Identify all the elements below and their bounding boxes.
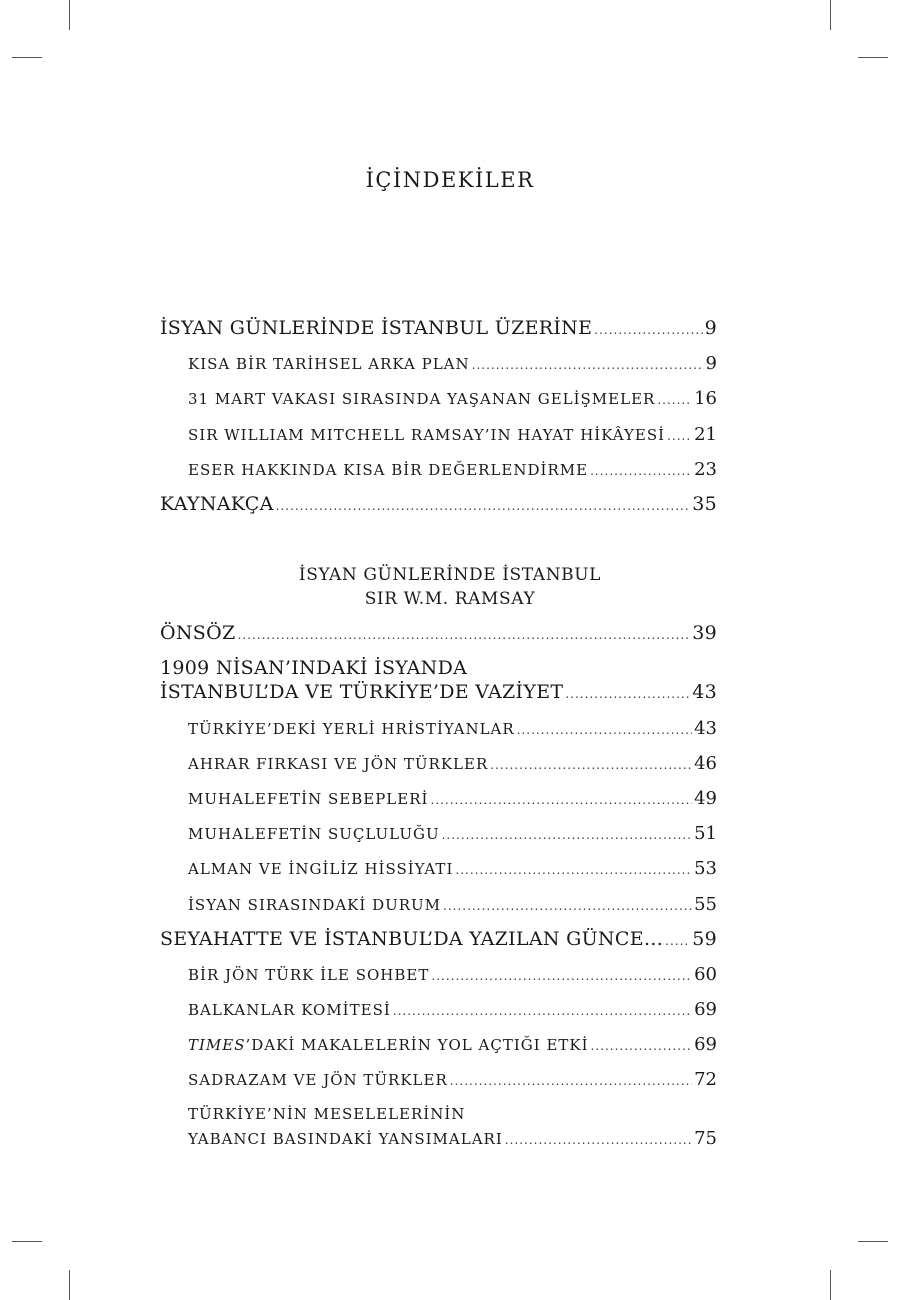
toc-entry-page: 46 [694,753,717,774]
toc-entry-label: SADRAZAM VE JÖN TÜRKLER [188,1071,448,1089]
toc-entry-label: KAYNAKÇA [160,493,274,515]
toc-subentry[interactable] [188,1069,717,1090]
toc-entry-page: 21 [694,424,717,445]
toc-entry-label: YABANCI BASINDAKİ YANSIMALARI [188,1130,503,1148]
crop-mark [830,0,831,30]
toc-entry[interactable] [160,681,717,703]
toc-entry-label: MUHALEFETİN SEBEPLERİ [188,790,429,808]
book-title: İSYAN GÜNLERİNDE İSTANBUL [298,565,602,585]
dot-leader [450,1074,692,1088]
toc-entry-label: İSYAN GÜNLERİNDE İSTANBUL ÜZERİNE [160,317,593,339]
toc-entry-page: 60 [694,964,717,985]
dot-leader [276,499,691,513]
dot-leader [517,723,692,737]
label-rest: ’DAKİ MAKALELERİN YOL AÇTIĞI ETKİ [245,1036,589,1054]
dot-leader [590,464,692,478]
toc-entry-label: SEYAHATTE VE İSTANBUL’DA YAZILAN GÜNCE… [160,928,664,950]
page-title: İÇİNDEKİLER [365,168,535,192]
crop-mark [69,1270,70,1300]
toc-entry-label: MUHALEFETİN SUÇLULUĞU [188,825,440,843]
dot-leader [667,429,692,443]
toc-entry-label: TÜRKİYE’DEKİ YERLİ HRİSTİYANLAR [188,720,515,738]
toc-entry[interactable] [160,928,717,950]
toc-entry[interactable] [160,317,717,339]
dot-leader [472,358,704,372]
dot-leader [442,828,693,842]
toc-entry-page: 69 [694,999,717,1020]
toc-entry-page: 53 [694,858,717,879]
dot-leader [455,863,692,877]
toc-entry-label: BALKANLAR KOMİTESİ [188,1001,391,1019]
dot-leader [565,687,690,701]
toc-subentry[interactable] [188,1034,717,1055]
toc-entry-label: AHRAR FIRKASI VE JÖN TÜRKLER [188,755,489,773]
toc-entry-label: ÖNSÖZ [160,622,236,644]
dot-leader [657,393,692,407]
toc-entry-page: 43 [694,718,717,739]
toc-entry-label: KISA BİR TARİHSEL ARKA PLAN [188,355,470,373]
toc-entry-label: İSYAN SIRASINDAKİ DURUM [188,896,442,914]
toc-entry[interactable] [160,493,717,515]
crop-mark [69,0,70,30]
toc-subentry[interactable] [188,353,717,374]
dot-leader [594,323,702,337]
crop-mark [858,1241,888,1242]
toc-subentry[interactable] [188,1128,717,1149]
crop-mark [858,57,888,58]
toc-subentry[interactable] [188,999,717,1020]
toc-subentry[interactable] [188,459,717,480]
toc-entry-page: 55 [694,894,717,915]
toc-entry-page: 9 [704,317,717,339]
toc-subentry[interactable] [188,964,717,985]
toc-subentry[interactable] [188,788,717,809]
toc-entry-label: ESER HAKKINDA KISA BİR DEĞERLENDİRME [188,461,589,479]
toc-entry-label: İSTANBUL’DA VE TÜRKİYE’DE VAZİYET [160,681,564,703]
toc-entry-page: 75 [694,1128,717,1149]
toc-entry-page: 72 [694,1069,717,1090]
toc-entry-label-line1: 1909 NİSAN’INDAKİ İSYANDA [160,657,468,679]
crop-mark [830,1270,831,1300]
dot-leader [665,934,690,948]
toc-entry[interactable] [160,622,717,644]
toc-entry-page: 51 [694,823,717,844]
toc-entry-label: 31 MART VAKASI SIRASINDA YAŞANAN GELİŞMELER [188,390,656,408]
toc-entry-page: 43 [692,681,717,703]
toc-subentry[interactable] [188,894,717,915]
dot-leader [431,969,692,983]
toc-entry-page: 39 [692,622,717,644]
toc-subentry[interactable] [188,753,717,774]
toc-subentry[interactable] [188,823,717,844]
toc-subentry[interactable] [188,388,717,409]
toc-entry-label: ALMAN VE İNGİLİZ HİSSİYATI [188,860,454,878]
dot-leader [393,1004,692,1018]
toc-entry-page: 9 [705,353,717,374]
toc-entry-page: 16 [694,388,717,409]
book-author: SIR W.M. RAMSAY [364,589,536,609]
toc-entry-page: 49 [694,788,717,809]
toc-entry-label: BİR JÖN TÜRK İLE SOHBET [188,966,430,984]
toc-entry-page: 35 [692,493,717,515]
toc-subentry[interactable] [188,858,717,879]
dot-leader [505,1133,692,1147]
toc-entry-page: 59 [692,928,717,950]
toc-entry-label [188,1036,589,1054]
toc-entry-page: 23 [694,459,717,480]
crop-mark [12,57,42,58]
toc-subentry[interactable] [188,424,717,445]
toc-subentry[interactable] [188,718,717,739]
toc-entry-label-line1: TÜRKİYE’NİN MESELELERİNİN [188,1105,466,1123]
toc-entry-page: 69 [694,1034,717,1055]
dot-leader [443,899,692,913]
dot-leader [591,1039,693,1053]
italic-title: TIMES [188,1036,246,1054]
toc-entry-label: SIR WILLIAM MITCHELL RAMSAY’IN HAYAT HİKÂYESİ [188,426,666,444]
dot-leader [430,793,692,807]
dot-leader [490,758,692,772]
crop-mark [12,1241,42,1242]
dot-leader [238,628,691,642]
